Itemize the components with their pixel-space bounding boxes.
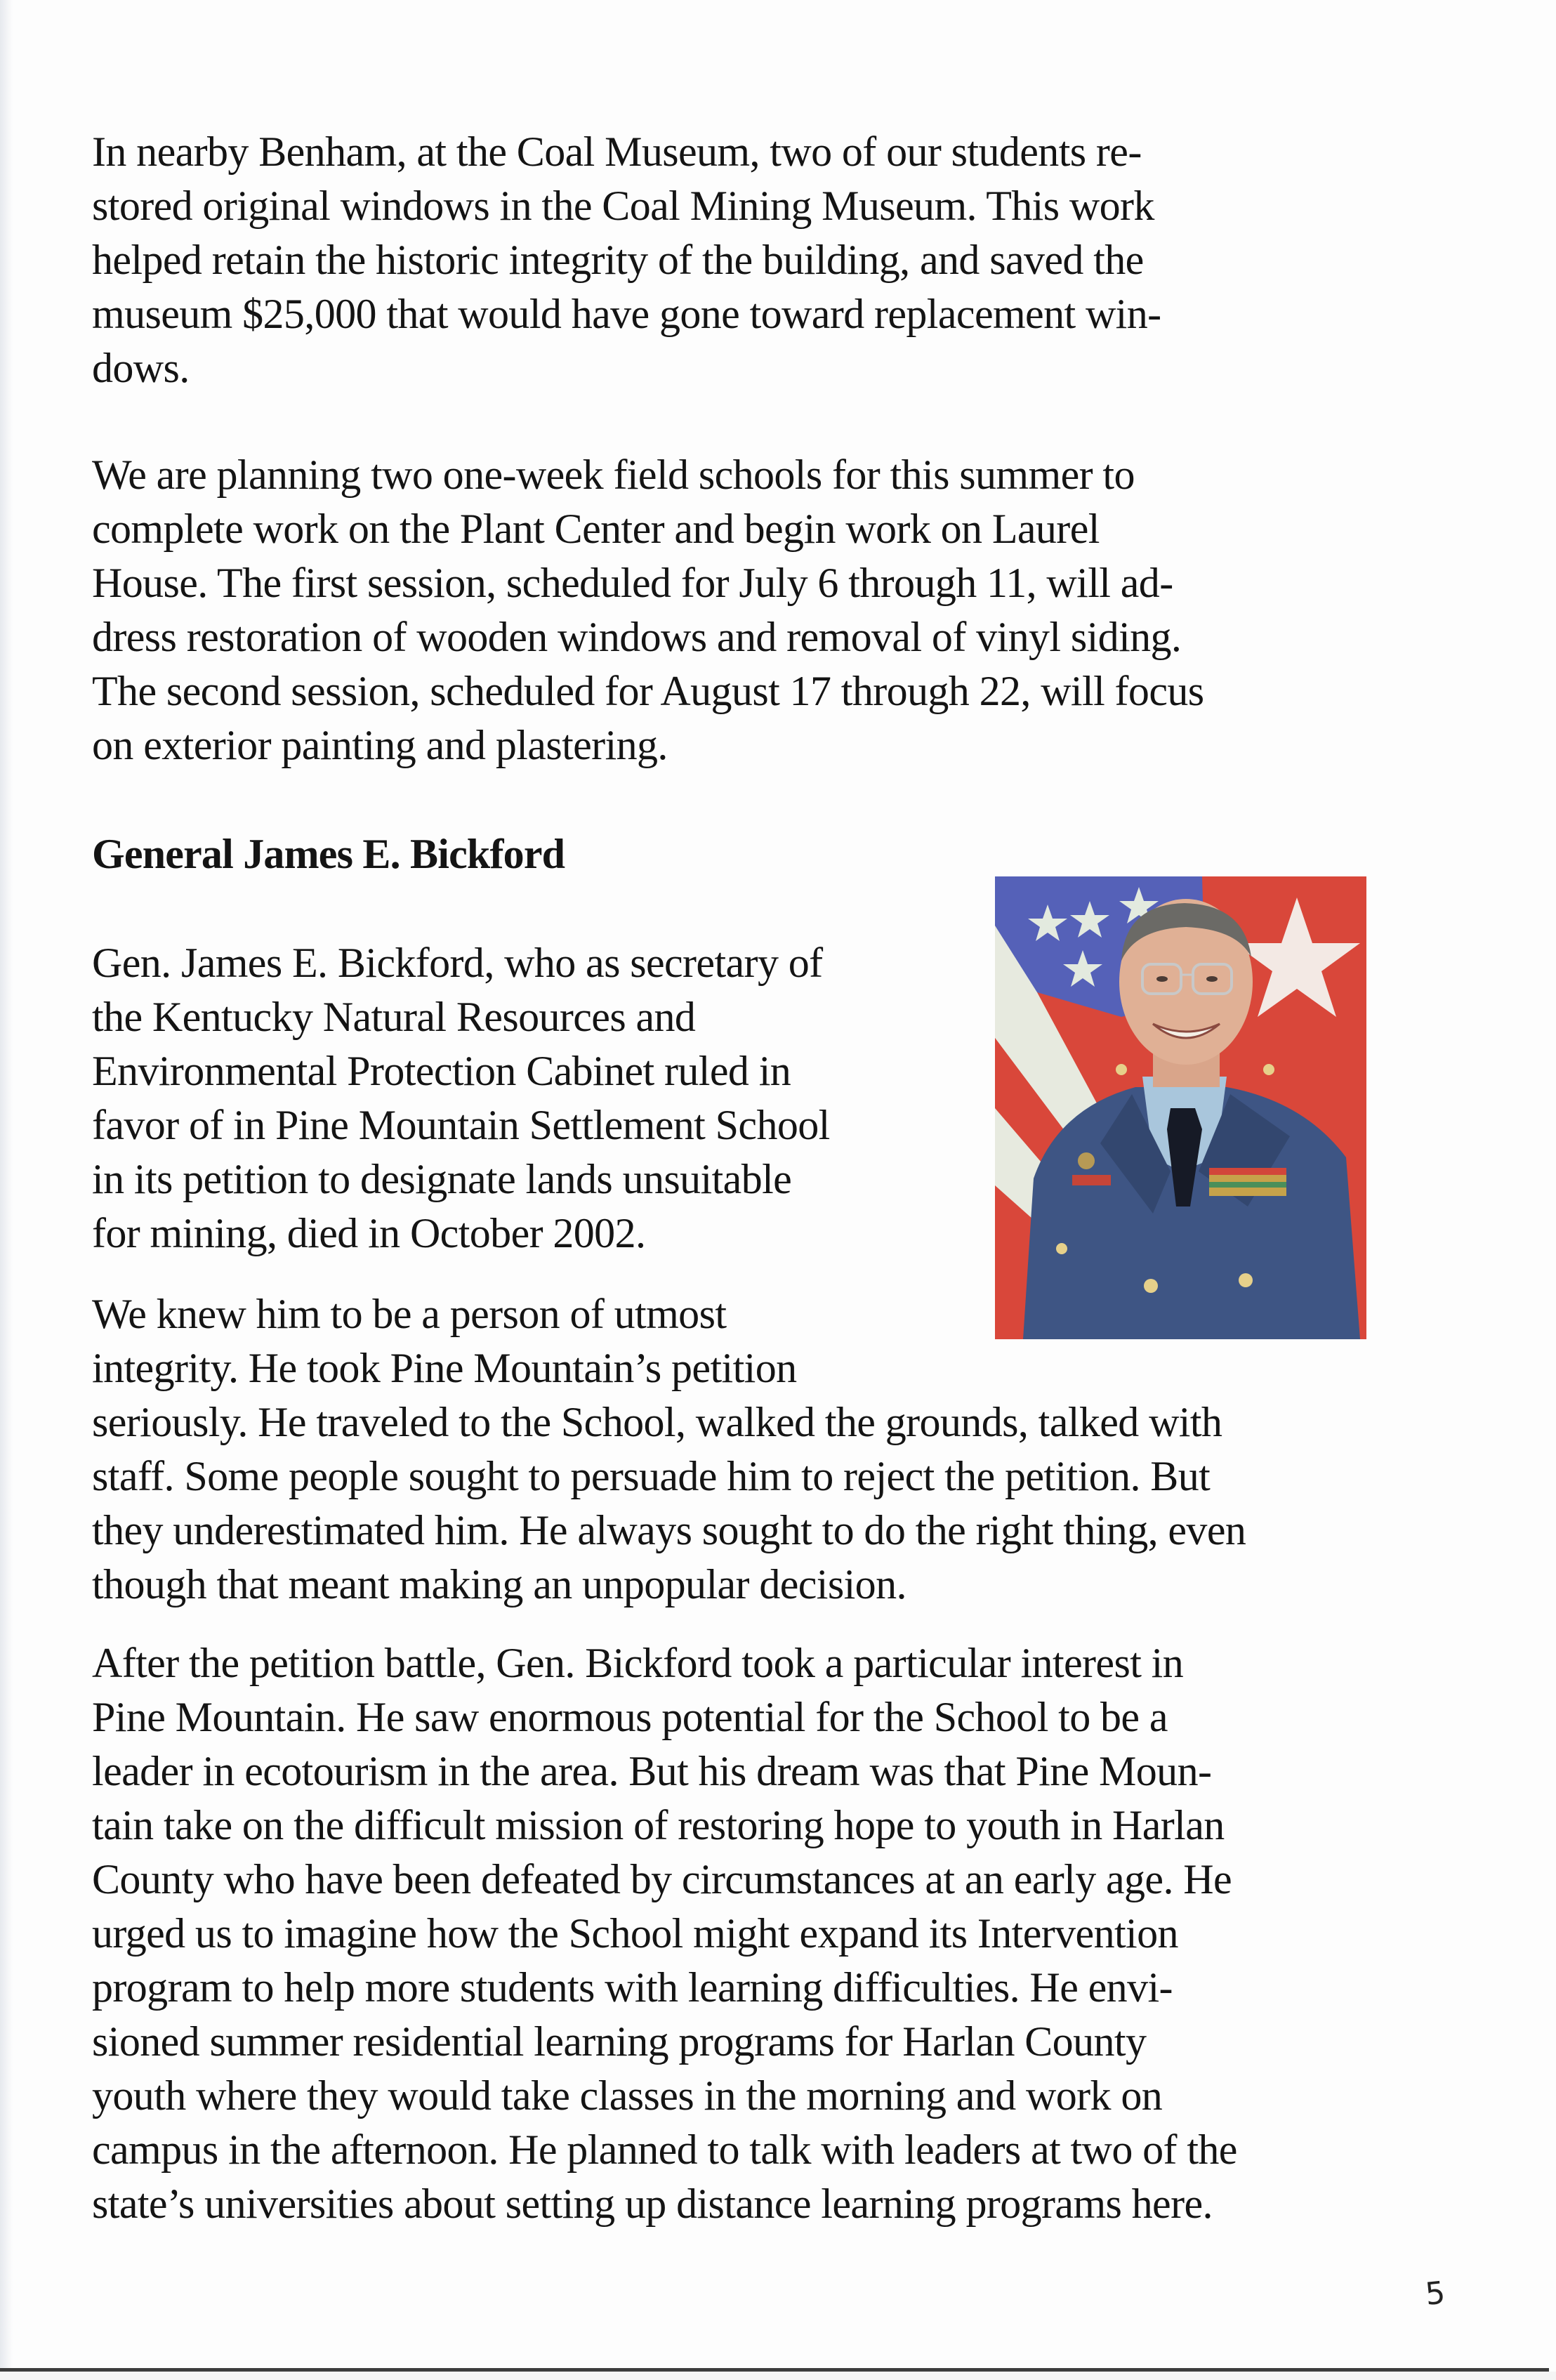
- text-line: they underestimated him. He always sought to do the right thing, even: [92, 1507, 1246, 1553]
- text-line: for mining, died in October 2002.: [92, 1210, 646, 1256]
- eye: [1206, 976, 1218, 982]
- text-line: We knew him to be a person of utmost: [92, 1291, 727, 1337]
- text-line: program to help more students with learning difficulties. He envi-: [92, 1964, 1173, 2011]
- paragraph-after-petition: [92, 1636, 1237, 2231]
- text-line: House. The first session, scheduled for July 6 through 11, will ad-: [92, 560, 1173, 606]
- epaulet-button: [1116, 1064, 1127, 1075]
- text-line: the Kentucky Natural Resources and: [92, 994, 696, 1040]
- paragraph-benham-coal-museum: [92, 125, 1161, 395]
- uniform-button: [1056, 1243, 1067, 1254]
- portrait-photo: [995, 876, 1366, 1339]
- text-line: Pine Mountain. He saw enormous potential for the School to be a: [92, 1694, 1168, 1740]
- text-line: integrity. He took Pine Mountain’s petition: [92, 1345, 797, 1391]
- text-line: helped retain the historic integrity of the building, and saved the: [92, 237, 1144, 283]
- text-line: in its petition to designate lands unsuitable: [92, 1156, 792, 1202]
- text-line: campus in the afternoon. He planned to talk with leaders at two of the: [92, 2126, 1237, 2173]
- portrait-illustration: [995, 876, 1366, 1339]
- text-line: dows.: [92, 345, 190, 391]
- text-line: favor of in Pine Mountain Settlement School: [92, 1102, 830, 1148]
- uniform-button: [1239, 1273, 1253, 1287]
- paragraph-bickford-intro: [92, 936, 830, 1261]
- text-line: tain take on the difficult mission of restoring hope to youth in Harlan: [92, 1802, 1225, 1848]
- text-line: leader in ecotourism in the area. But his dream was that Pine Moun-: [92, 1748, 1212, 1794]
- text-line: staff. Some people sought to persuade him to reject the petition. But: [92, 1453, 1211, 1499]
- text-line: stored original windows in the Coal Mining Museum. This work: [92, 183, 1154, 229]
- unit-award-ribbon: [1072, 1175, 1111, 1185]
- text-line: County who have been defeated by circumstances at an early age. He: [92, 1856, 1232, 1902]
- text-line: complete work on the Plant Center and begin work on Laurel: [92, 506, 1100, 552]
- text-line: dress restoration of wooden windows and removal of vinyl siding.: [92, 614, 1182, 660]
- text-line: The second session, scheduled for August 17 through 22, will focus: [92, 668, 1204, 714]
- text-line: on exterior painting and plastering.: [92, 722, 668, 768]
- text-line: We are planning two one-week field schools for this summer to: [92, 452, 1135, 498]
- text-line: sioned summer residential learning programs for Harlan County: [92, 2018, 1147, 2065]
- insignia-badge: [1078, 1152, 1095, 1169]
- scan-background: [0, 2372, 1556, 2380]
- eye: [1156, 976, 1168, 982]
- paragraph-field-schools: [92, 448, 1204, 772]
- ribbon-row: [1209, 1168, 1286, 1175]
- text-line: In nearby Benham, at the Coal Museum, two of our students re-: [92, 129, 1142, 175]
- text-line: urged us to imagine how the School might expand its Intervention: [92, 1910, 1178, 1957]
- text-line: seriously. He traveled to the School, walked the grounds, talked with: [92, 1399, 1222, 1445]
- handwritten-page-number: 5: [1423, 2275, 1447, 2313]
- section-heading: General James E. Bickford: [92, 831, 565, 877]
- scan-edge-shadow: [0, 0, 13, 2380]
- text-line: After the petition battle, Gen. Bickford took a particular interest in: [92, 1640, 1184, 1686]
- text-line: though that meant making an unpopular decision.: [92, 1561, 906, 1608]
- text-line: youth where they would take classes in the morning and work on: [92, 2072, 1163, 2119]
- text-line: state’s universities about setting up distance learning programs here.: [92, 2181, 1213, 2227]
- epaulet-button: [1263, 1064, 1274, 1075]
- paragraph-integrity: [92, 1287, 1246, 1612]
- text-line: museum $25,000 that would have gone toward replacement win-: [92, 291, 1161, 337]
- ribbon-row: [1209, 1182, 1286, 1188]
- text-line: Gen. James E. Bickford, who as secretary of: [92, 940, 823, 986]
- text-line: Environmental Protection Cabinet ruled in: [92, 1048, 791, 1094]
